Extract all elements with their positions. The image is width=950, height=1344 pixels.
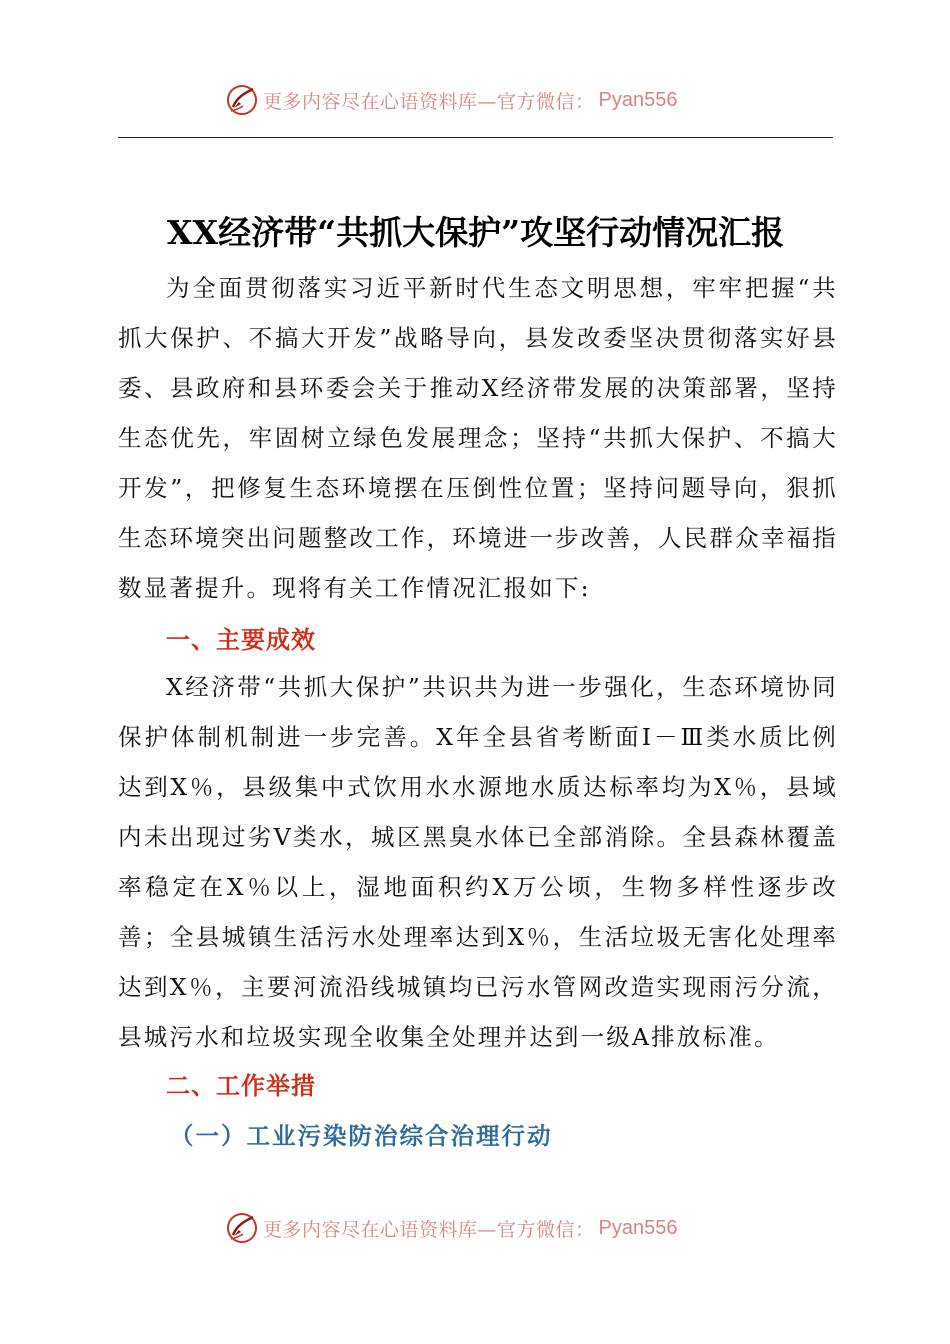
watermark-wechat-id: Pyan556 [598, 88, 678, 111]
section-heading-main-results: 一、主要成效 [166, 626, 316, 654]
pen-circle-logo-icon [225, 83, 259, 117]
header-watermark [0, 80, 950, 120]
watermark-text: 更多内容尽在心语资料库—官方微信： [263, 1218, 595, 1241]
watermark-text: 更多内容尽在心语资料库—官方微信： [263, 90, 595, 113]
intro-paragraph: 为全面贯彻落实习近平新时代生态文明思想，牢牢把握“共抓大保护、不搞大开发”战略导向，县发改委坚决贯彻落实好县委、县政府和县环委会关于推动X经济带发展的决策部署，坚持生态优先，牢固树立绿色发展理念；坚持“共抓大保护、不搞大开发”，把修复生态环境摆在压倒性位置；坚持问题导向，狠抓生态环境突出问题整改工作，环境进一步改善，人民群众幸福指数显著提升。现将有关工作情况汇报如下: [118, 274, 838, 602]
pen-circle-logo-icon [225, 1211, 259, 1245]
document-title: XX经济带“共抓大保护”攻坚行动情况汇报 [166, 213, 785, 253]
footer-watermark [0, 1208, 950, 1248]
subsection-heading-industrial-pollution: （一）工业污染防治综合治理行动 [170, 1122, 553, 1150]
section-heading-work-measures: 二、工作举措 [166, 1072, 316, 1100]
main-results-paragraph: X经济带“共抓大保护”共识共为进一步强化，生态环境协同保护体制机制进一步完善。X年全县省考断面Ⅰ－Ⅲ类水质比例达到X％，县级集中式饮用水水源地水质达标率均为X％，县域内未出现过劣Ⅴ类水，城区黑臭水体已全部消除。全县森林覆盖率稳定在X％以上，湿地面积约X万公顷，生物多样性逐步改善；全县城镇生活污水处理率达到X％，生活垃圾无害化处理率达到X％，主要河流沿线城镇均已污水管网改造实现雨污分流，县城污水和垃圾实现全收集全处理并达到一级A排放标准。 [118, 673, 838, 1051]
watermark-wechat-id: Pyan556 [598, 1216, 678, 1239]
header-divider [118, 137, 833, 138]
